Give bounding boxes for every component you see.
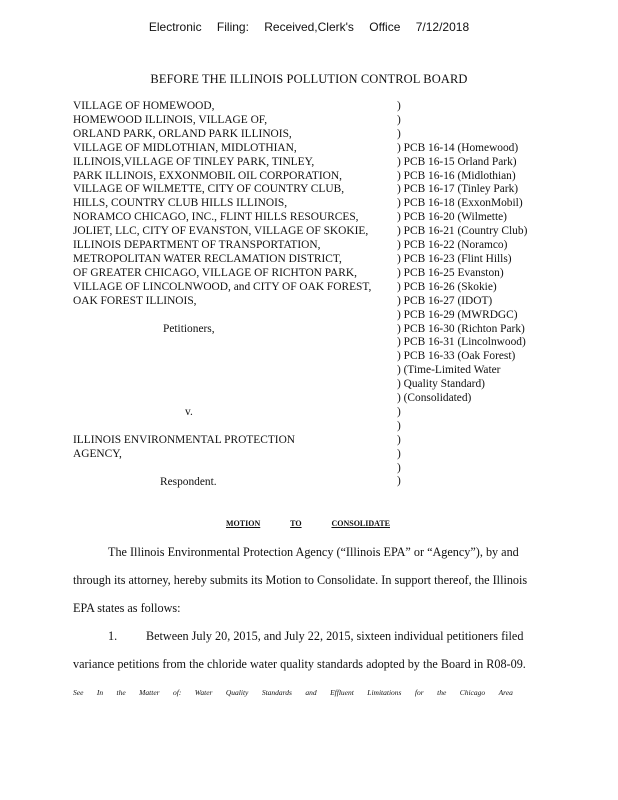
case-line: ) PCB 16-25 Evanston): [397, 266, 504, 279]
petitioner-line: HOMEWOOD ILLINOIS, VILLAGE OF,: [73, 113, 268, 126]
footnote-word: the: [116, 688, 126, 697]
case-line: ) PCB 16-22 (Noramco): [397, 239, 508, 252]
footnote-word: Area: [498, 688, 513, 697]
footnote-word: the: [437, 688, 447, 697]
respondent-line: ILLINOIS ENVIRONMENTAL PROTECTION: [73, 434, 296, 446]
footnote: [73, 688, 513, 697]
paragraph-1-line-2: variance petitions from the chloride water quality standards adopted by the Board in R08-09.: [73, 657, 526, 671]
footnote-word: See: [73, 688, 84, 697]
motion-title-word: TO: [290, 519, 302, 528]
electronic-filing-header: [0, 20, 618, 34]
petitioner-line: ILLINOIS,VILLAGE OF TINLEY PARK, TINLEY,: [73, 155, 315, 168]
intro-line-1: The Illinois Environmental Protection Agency (“Illinois EPA” or “Agency”), by and: [108, 545, 519, 559]
motion-title-word: MOTION: [226, 519, 261, 528]
petitioner-line: ILLINOIS DEPARTMENT OF TRANSPORTATION,: [73, 239, 321, 252]
intro-line-3: EPA states as follows:: [73, 601, 181, 615]
case-line: ) PCB 16-27 (IDOT): [397, 294, 493, 307]
case-line: ) PCB 16-20 (Wilmette): [397, 211, 507, 224]
case-line: ) PCB 16-23 (Flint Hills): [397, 252, 512, 265]
case-line: ): [397, 475, 401, 488]
petitioner-line: NORAMCO CHICAGO, INC., FLINT HILLS RESOURCES,: [73, 211, 359, 224]
footnote-word: for: [414, 688, 424, 697]
header-office: Office: [369, 20, 401, 34]
case-line: ) PCB 16-31 (Lincolnwood): [397, 336, 526, 349]
footnote-word: Quality: [225, 688, 249, 697]
case-line: ) PCB 16-30 (Richton Park): [397, 322, 525, 335]
petitioner-line: VILLAGE OF MIDLOTHIAN, MIDLOTHIAN,: [73, 141, 297, 154]
petitioner-line: VILLAGE OF HOMEWOOD,: [73, 100, 215, 112]
case-line: ) PCB 16-14 (Homewood): [397, 141, 519, 154]
petitioner-line: VILLAGE OF LINCOLNWOOD, and CITY OF OAK FOREST,: [73, 280, 372, 293]
footnote-word: Matter: [139, 688, 160, 697]
case-line: ): [397, 461, 401, 474]
intro-line-2: through its attorney, hereby submits its Motion to Consolidate. In support thereof, the Illinois: [73, 573, 528, 587]
case-line: ) PCB 16-18 (ExxonMobil): [397, 197, 523, 210]
case-line: ) PCB 16-15 Orland Park): [397, 155, 517, 168]
case-line: ) PCB 16-26 (Skokie): [397, 280, 497, 293]
header-received: Received,Clerk's: [264, 20, 354, 34]
footnote-word: Chicago: [459, 688, 486, 697]
case-line: ): [397, 419, 401, 432]
case-line: ) (Consolidated): [397, 392, 472, 405]
case-line: ) (Time-Limited Water: [397, 364, 501, 377]
case-numbers-column: [397, 100, 527, 489]
footnote-word: Water: [194, 688, 213, 697]
case-line: ) PCB 16-33 (Oak Forest): [397, 350, 516, 363]
petitioner-line: METROPOLITAN WATER RECLAMATION DISTRICT,: [73, 252, 342, 265]
case-line: ): [397, 113, 401, 126]
petitioner-line: PARK ILLINOIS, EXXONMOBIL OIL CORPORATION,: [73, 169, 342, 182]
petitioner-line: JOLIET, LLC, CITY OF EVANSTON, VILLAGE OF SKOKIE,: [73, 225, 369, 238]
petitioner-line: VILLAGE OF WILMETTE, CITY OF COUNTRY CLUB,: [73, 183, 345, 196]
header-electronic: Electronic: [148, 20, 202, 34]
header-filing: Filing:: [216, 20, 249, 34]
footnote-word: In: [96, 688, 104, 697]
versus-label: v.: [185, 406, 193, 418]
case-line: ) PCB 16-29 (MWRDGC): [397, 308, 518, 321]
header-date: 7/12/2018: [415, 20, 470, 34]
motion-title: [226, 519, 390, 528]
petitioner-line: OF GREATER CHICAGO, VILLAGE OF RICHTON PARK,: [73, 266, 357, 279]
respondent-label: Respondent.: [160, 476, 217, 488]
case-line: ): [397, 100, 401, 112]
petitioners-label: Petitioners,: [163, 323, 215, 335]
case-line: ) PCB 16-17 (Tinley Park): [397, 183, 519, 196]
footnote-word: Standards: [261, 688, 292, 697]
board-title: BEFORE THE ILLINOIS POLLUTION CONTROL BOARD: [150, 72, 468, 86]
paragraph-1-line-1: Between July 20, 2015, and July 22, 2015, sixteen individual petitioners filed: [146, 629, 524, 643]
paragraph-1-number: 1.: [108, 629, 118, 643]
case-line: ) Quality Standard): [397, 378, 485, 391]
petitioners-caption: [73, 100, 371, 309]
footnote-word: Effluent: [330, 688, 354, 697]
respondent-name: [73, 434, 295, 462]
footnote-word: of:: [173, 688, 182, 697]
case-line: ): [397, 433, 401, 446]
motion-title-word: CONSOLIDATE: [331, 519, 390, 528]
petitioner-line: OAK FOREST ILLINOIS,: [73, 294, 197, 307]
footnote-word: Limitations: [367, 688, 402, 697]
case-line: ): [397, 127, 401, 140]
case-line: ): [397, 405, 401, 418]
footnote-word: and: [305, 688, 317, 697]
case-line: ) PCB 16-21 (Country Club): [397, 225, 528, 238]
case-line: ) PCB 16-16 (Midlothian): [397, 169, 516, 182]
petitioner-line: HILLS, COUNTRY CLUB HILLS ILLINOIS,: [73, 197, 288, 210]
respondent-line: AGENCY,: [73, 447, 122, 460]
case-line: ): [397, 447, 401, 460]
petitioner-line: ORLAND PARK, ORLAND PARK ILLINOIS,: [73, 127, 292, 140]
